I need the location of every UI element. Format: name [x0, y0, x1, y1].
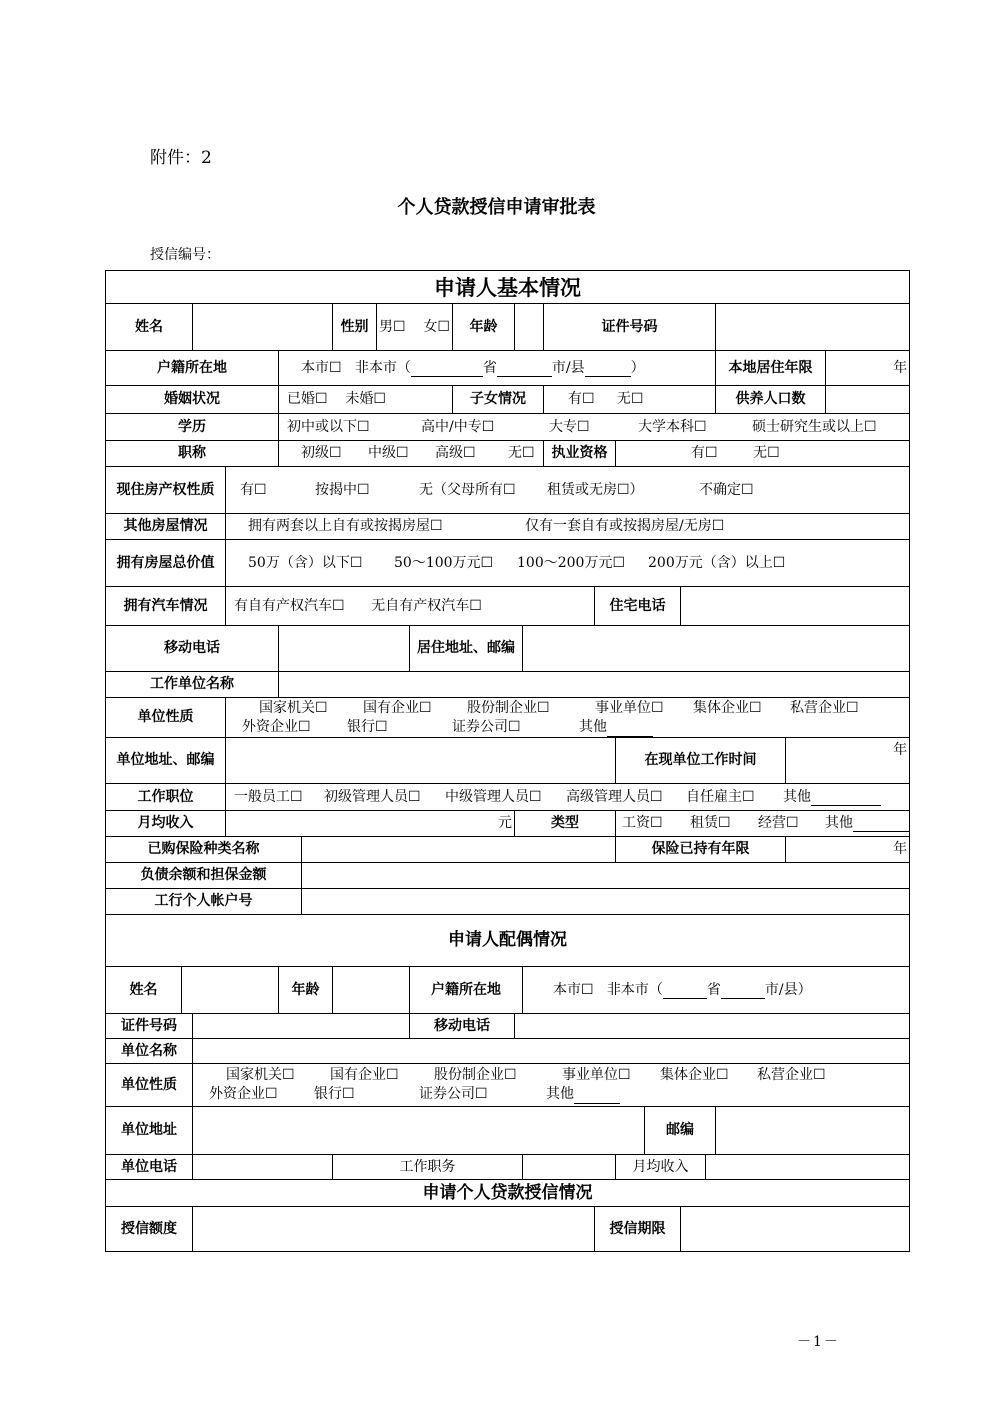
employer-type-option[interactable]: 国家机关☐	[226, 1067, 295, 1083]
position-option[interactable]: 一般员工☐	[234, 788, 303, 805]
employer-type-option[interactable]: 国家机关☐	[259, 699, 328, 716]
employer-type-option[interactable]: 私营企业☐	[790, 699, 859, 716]
employer-type-option[interactable]: 国有企业☐	[330, 1067, 399, 1083]
residence-years-field[interactable]: 年	[826, 351, 910, 386]
id-number-field[interactable]	[716, 304, 910, 351]
housing-option[interactable]: 无（父母所有☐	[419, 481, 516, 498]
account-field[interactable]	[302, 889, 910, 915]
rank-option[interactable]: 高级☐	[435, 445, 476, 461]
home-phone-label: 住宅电话	[595, 587, 681, 626]
employer-type-option[interactable]: 外资企业☐	[242, 718, 311, 735]
children-has[interactable]: 有☐	[568, 391, 595, 407]
employer-type-options[interactable]	[226, 698, 910, 738]
hukou-label: 户籍所在地	[106, 351, 279, 386]
spouse-employer-type-label: 单位性质	[106, 1064, 193, 1107]
position-option[interactable]: 高级管理人员☐	[566, 788, 663, 805]
spouse-hukou-nonlocal[interactable]: 非本市（	[606, 981, 663, 998]
car-option[interactable]: 有自有产权汽车☐	[234, 598, 345, 614]
employer-type-option[interactable]: 股份制企业☐	[434, 1067, 517, 1083]
dependents-label: 供养人口数	[716, 386, 826, 414]
hukou-options[interactable]	[279, 351, 716, 386]
edu-option[interactable]: 初中或以下☐	[287, 418, 370, 435]
account-label: 工行个人帐户号	[106, 889, 302, 915]
residence-years-label: 本地居住年限	[716, 351, 826, 386]
spouse-employer-label: 单位名称	[106, 1039, 193, 1064]
rank-option[interactable]: 中级☐	[368, 445, 409, 461]
spouse-employer-type-options[interactable]	[193, 1064, 910, 1107]
spouse-hukou-options[interactable]	[523, 967, 910, 1014]
employer-type-option[interactable]: 股份制企业☐	[467, 699, 550, 716]
unmarried-option[interactable]: 未婚☐	[345, 391, 386, 407]
employer-type-option[interactable]: 集体企业☐	[693, 699, 762, 716]
spouse-address-label: 单位地址	[106, 1107, 193, 1155]
house-value-label: 拥有房屋总价值	[106, 540, 226, 587]
other-housing-options[interactable]	[226, 514, 910, 540]
position-option[interactable]: 初级管理人员☐	[324, 788, 421, 805]
employer-type-option[interactable]: 事业单位☐	[562, 1067, 631, 1083]
housing-option[interactable]: 有☐	[240, 481, 267, 498]
spouse-employer-type-other[interactable]: 其他	[546, 1086, 574, 1102]
employer-field[interactable]	[279, 672, 910, 698]
house-value-option[interactable]: 50万（含）以下☐	[248, 554, 363, 571]
car-options[interactable]	[226, 587, 595, 626]
province-text: 省	[482, 359, 497, 376]
loan-term-field[interactable]	[681, 1207, 910, 1252]
mobile-field[interactable]	[279, 626, 410, 672]
spouse-zip-field[interactable]	[716, 1107, 910, 1155]
city-text: 市/县	[551, 359, 585, 376]
section-loan-title: 申请个人贷款授信情况	[106, 1180, 910, 1207]
house-value-option[interactable]: 50～100万元☐	[394, 554, 494, 571]
spouse-job-label: 工作职务	[333, 1155, 523, 1180]
position-option[interactable]: 中级管理人员☐	[445, 788, 542, 805]
employer-type-other[interactable]: 其他	[579, 718, 607, 735]
housing-property-options[interactable]	[226, 467, 910, 514]
car-label: 拥有汽车情况	[106, 587, 226, 626]
spouse-phone-label: 单位电话	[106, 1155, 193, 1180]
income-type-option[interactable]: 工资☐	[622, 815, 663, 831]
spouse-id-field[interactable]	[193, 1014, 410, 1039]
monthly-income-label: 月均收入	[106, 811, 226, 837]
spouse-hukou-label: 户籍所在地	[410, 967, 523, 1014]
license-none[interactable]: 无☐	[753, 445, 780, 461]
application-form	[105, 270, 910, 1252]
mobile-label: 移动电话	[106, 626, 279, 672]
page-title: 个人贷款授信申请审批表	[397, 197, 596, 218]
employer-type-option[interactable]: 外资企业☐	[209, 1086, 278, 1102]
loan-amount-field[interactable]	[193, 1207, 595, 1252]
employer-type-option[interactable]: 私营企业☐	[757, 1067, 826, 1083]
dependents-field[interactable]	[826, 386, 910, 414]
housing-option[interactable]: 按揭中☐	[315, 481, 370, 498]
page-number: －1－	[797, 1334, 840, 1350]
spouse-income-label: 月均收入	[616, 1155, 706, 1180]
address-zip-label: 居住地址、邮编	[410, 626, 523, 672]
attachment-label: 附件：2	[150, 148, 212, 168]
income-type-options[interactable]	[616, 811, 910, 837]
housing-option[interactable]: 不确定☐	[699, 481, 754, 498]
section-basic-title: 申请人基本情况	[106, 271, 910, 304]
income-type-other[interactable]: 其他	[825, 815, 853, 831]
employer-type-option[interactable]: 银行☐	[314, 1086, 355, 1102]
gender-male[interactable]: 男☐	[379, 318, 406, 335]
section-spouse-title: 申请人配偶情况	[106, 915, 910, 967]
loan-term-label: 授信期限	[595, 1207, 681, 1252]
other-housing-option[interactable]: 拥有两套以上自有或按揭房屋☐	[248, 518, 443, 534]
spouse-city-text: 市/县）	[764, 981, 812, 998]
employer-label: 工作单位名称	[106, 672, 279, 698]
edu-option[interactable]: 大学本科☐	[638, 418, 707, 435]
income-type-option[interactable]: 经营☐	[758, 815, 799, 831]
employer-type-label: 单位性质	[106, 698, 226, 738]
credit-number-label: 授信编号：	[150, 247, 220, 263]
children-options[interactable]	[544, 386, 716, 414]
gender-options[interactable]	[377, 304, 453, 351]
spouse-job-field[interactable]	[523, 1155, 616, 1180]
other-housing-label: 其他房屋情况	[106, 514, 226, 540]
edu-option[interactable]: 高中/中专☐	[421, 418, 495, 435]
house-value-option[interactable]: 100～200万元☐	[517, 554, 625, 571]
position-other[interactable]: 其他	[783, 788, 811, 805]
position-option[interactable]: 自任雇主☐	[686, 788, 755, 805]
debt-label: 负债余额和担保金额	[106, 863, 302, 889]
gender-label: 性别	[333, 304, 377, 351]
spouse-zip-label: 邮编	[645, 1107, 716, 1155]
age-field[interactable]	[515, 304, 544, 351]
spouse-name-label: 姓名	[106, 967, 182, 1014]
employer-type-option[interactable]: 证券公司☐	[419, 1086, 488, 1102]
spouse-name-field[interactable]	[182, 967, 279, 1014]
license-options[interactable]	[616, 441, 910, 467]
marital-label: 婚姻状况	[106, 386, 279, 414]
edu-option[interactable]: 大专☐	[549, 418, 590, 435]
spouse-province-text: 省	[706, 981, 721, 998]
rank-option[interactable]: 初级☐	[301, 445, 342, 461]
education-options[interactable]	[279, 414, 910, 441]
spouse-mobile-field[interactable]	[515, 1014, 910, 1039]
marital-options[interactable]	[279, 386, 453, 414]
gender-female[interactable]: 女☐	[423, 318, 450, 335]
spouse-phone-field[interactable]	[193, 1155, 333, 1180]
employer-type-option[interactable]: 事业单位☐	[595, 699, 664, 716]
title-rank-options[interactable]	[279, 441, 544, 467]
rank-option[interactable]: 无☐	[508, 445, 535, 461]
spouse-employer-field[interactable]	[193, 1039, 910, 1064]
spouse-age-field[interactable]	[333, 967, 410, 1014]
spouse-income-field[interactable]	[706, 1155, 910, 1180]
id-number-label: 证件号码	[544, 304, 716, 351]
income-type-option[interactable]: 租赁☐	[690, 815, 731, 831]
children-label: 子女情况	[453, 386, 544, 414]
employer-type-option[interactable]: 国有企业☐	[363, 699, 432, 716]
spouse-age-label: 年龄	[279, 967, 333, 1014]
age-label: 年龄	[453, 304, 515, 351]
housing-option[interactable]: 租赁或无房☐）	[547, 481, 644, 498]
position-options[interactable]	[226, 784, 910, 811]
years-at-employer-field[interactable]: 年	[786, 738, 910, 784]
spouse-hukou-local[interactable]: 本市☐	[553, 981, 594, 998]
employer-type-option[interactable]: 银行☐	[347, 718, 388, 735]
children-none[interactable]: 无☐	[616, 391, 644, 407]
address-zip-field[interactable]	[523, 626, 910, 672]
housing-property-label: 现住房产权性质	[106, 467, 226, 514]
insurance-field[interactable]	[302, 837, 616, 863]
license-label: 执业资格	[544, 441, 616, 467]
employer-type-option[interactable]: 集体企业☐	[660, 1067, 729, 1083]
hukou-local[interactable]: 本市☐	[301, 359, 342, 376]
employer-type-option[interactable]: 证券公司☐	[452, 718, 521, 735]
married-option[interactable]: 已婚☐	[287, 391, 328, 407]
education-label: 学历	[106, 414, 279, 441]
debt-field[interactable]	[302, 863, 910, 889]
income-type-label: 类型	[515, 811, 616, 837]
employer-address-field[interactable]	[226, 738, 616, 784]
name-label: 姓名	[106, 304, 193, 351]
license-has[interactable]: 有☐	[691, 445, 718, 461]
house-value-option[interactable]: 200万元（含）以上☐	[648, 554, 786, 571]
employer-address-label: 单位地址、邮编	[106, 738, 226, 784]
house-value-options[interactable]	[226, 540, 910, 587]
insurance-label: 已购保险种类名称	[106, 837, 302, 863]
name-field[interactable]	[193, 304, 333, 351]
other-housing-option[interactable]: 仅有一套自有或按揭房屋/无房☐	[525, 518, 725, 534]
home-phone-field[interactable]	[681, 587, 910, 626]
close-paren: ）	[630, 359, 645, 376]
car-option[interactable]: 无自有产权汽车☐	[371, 598, 482, 614]
years-at-employer-label: 在现单位工作时间	[616, 738, 786, 784]
insurance-years-field[interactable]: 年	[786, 837, 910, 863]
insurance-years-label: 保险已持有年限	[616, 837, 786, 863]
edu-option[interactable]: 硕士研究生或以上☐	[752, 418, 877, 435]
spouse-address-field[interactable]	[193, 1107, 645, 1155]
hukou-nonlocal[interactable]: 非本市（	[354, 359, 411, 376]
position-label: 工作职位	[106, 784, 226, 811]
spouse-id-label: 证件号码	[106, 1014, 193, 1039]
monthly-income-field[interactable]: 元	[226, 811, 515, 837]
spouse-mobile-label: 移动电话	[410, 1014, 515, 1039]
loan-amount-label: 授信额度	[106, 1207, 193, 1252]
title-rank-label: 职称	[106, 441, 279, 467]
